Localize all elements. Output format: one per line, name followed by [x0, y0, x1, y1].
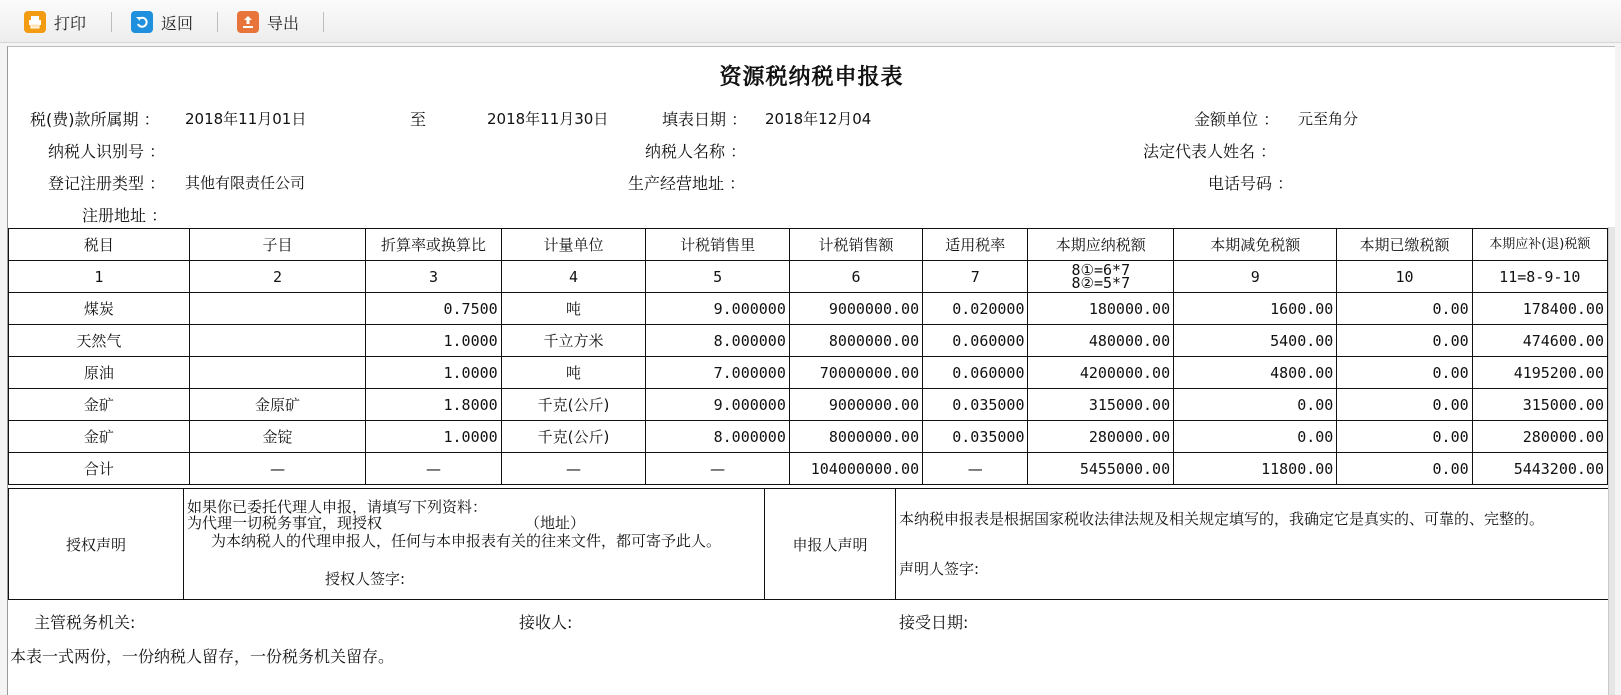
auth-line3: 为本纳税人的代理申报人，任何与本申报表有关的往来文件，都可寄予此人。 — [211, 532, 722, 550]
reg-type-label: 登记注册类型 ： — [48, 174, 166, 193]
reg-address-label: 注册地址 ： — [82, 206, 168, 225]
table-row — [9, 293, 1608, 325]
toolbar-divider — [111, 12, 112, 32]
total-cell: — — [189, 453, 366, 485]
table-cell: 天然气 — [9, 325, 190, 357]
total-cell: 合计 — [9, 453, 190, 485]
formula-line: 8②=5*7 — [1071, 273, 1131, 292]
table-cell: 8000000.00 — [789, 325, 922, 357]
taxpayer-name-label: 纳税人名称 ： — [645, 142, 747, 161]
table-cell: 280000.00 — [1472, 421, 1607, 453]
table-cell: 吨 — [501, 357, 646, 389]
table-cell: 金原矿 — [189, 389, 366, 421]
export-icon — [237, 11, 259, 33]
undo-icon — [131, 11, 153, 33]
table-cell: 0.00 — [1337, 293, 1472, 325]
table-cell: 1.0000 — [366, 357, 501, 389]
total-row — [9, 453, 1608, 485]
table-header-row — [9, 229, 1608, 261]
table-cell: 315000.00 — [1028, 389, 1174, 421]
table-cell: 9000000.00 — [789, 389, 922, 421]
number-cell: 7 — [923, 261, 1028, 293]
table-cell: 4195200.00 — [1472, 357, 1607, 389]
table-row — [9, 357, 1608, 389]
table-row — [9, 389, 1608, 421]
table-cell: 180000.00 — [1028, 293, 1174, 325]
table-cell: 吨 — [501, 293, 646, 325]
auth-title: 授权声明 — [9, 489, 184, 600]
number-cell: 3 — [366, 261, 501, 293]
toolbar-divider — [217, 12, 218, 32]
table-cell: 9000000.00 — [789, 293, 922, 325]
total-cell: — — [501, 453, 646, 485]
report-title: 资源税纳税申报表 — [719, 65, 904, 90]
table-cell: 315000.00 — [1472, 389, 1607, 421]
table-cell: 0.7500 — [366, 293, 501, 325]
number-cell: 1 — [9, 261, 190, 293]
copies-note: 本表一式两份，一份纳税人留存，一份税务机关留存。 — [10, 647, 395, 666]
table-cell: 0.00 — [1337, 325, 1472, 357]
legal-rep-label: 法定代表人姓名 ： — [1143, 142, 1277, 161]
table-cell: 0.00 — [1337, 389, 1472, 421]
formula-line: 8①=6*7 — [1071, 260, 1131, 279]
table-cell: 原油 — [9, 357, 190, 389]
period-to: 至 — [410, 110, 427, 129]
unit-label: 金额单位 ： — [1194, 110, 1280, 129]
export-label: 导出 — [267, 13, 300, 33]
table-row — [9, 421, 1608, 453]
total-cell: 0.00 — [1337, 453, 1472, 485]
header-cell: 折算率或换算比 — [366, 229, 501, 261]
table-cell: 4800.00 — [1174, 357, 1337, 389]
header-cell: 税目 — [9, 229, 190, 261]
receive-date-label: 接受日期: — [899, 613, 969, 632]
toolbar — [0, 0, 1621, 43]
table-cell: 千克(公斤) — [501, 389, 646, 421]
number-cell: 11=8-9-10 — [1472, 261, 1607, 293]
decl-sign: 声明人签字: — [899, 560, 980, 578]
table-cell: 1.8000 — [366, 389, 501, 421]
table-cell: 474600.00 — [1472, 325, 1607, 357]
number-cell: 2 — [189, 261, 366, 293]
declaration-table — [8, 488, 1609, 600]
total-cell: 104000000.00 — [789, 453, 922, 485]
total-cell: 5443200.00 — [1472, 453, 1607, 485]
number-cell: 9 — [1174, 261, 1337, 293]
number-cell: 5 — [646, 261, 790, 293]
header-cell: 计税销售里 — [646, 229, 790, 261]
tax-office-label: 主管税务机关: — [34, 613, 136, 632]
table-cell: 5400.00 — [1174, 325, 1337, 357]
table-cell: 8.000000 — [646, 325, 790, 357]
table-cell: 千立方米 — [501, 325, 646, 357]
header-cell: 计税销售额 — [789, 229, 922, 261]
table-cell: 280000.00 — [1028, 421, 1174, 453]
table-cell: 480000.00 — [1028, 325, 1174, 357]
table-cell — [189, 325, 366, 357]
header-cell: 本期减免税额 — [1174, 229, 1337, 261]
toolbar-divider — [323, 12, 324, 32]
table-cell: 1.0000 — [366, 325, 501, 357]
table-cell: 千克(公斤) — [501, 421, 646, 453]
auth-line1: 如果你已委托代理人申报，请填写下列资料： — [187, 498, 488, 516]
decl-text: 本纳税申报表是根据国家税收法律法规及相关规定填写的，我确定它是真实的、可靠的、完整的。 — [899, 510, 1545, 528]
number-cell: 6 — [789, 261, 922, 293]
table-cell: 178400.00 — [1472, 293, 1607, 325]
data-rows — [9, 293, 1608, 453]
table-number-row — [9, 261, 1608, 293]
total-cell: 11800.00 — [1174, 453, 1337, 485]
biz-address-label: 生产经营地址 ： — [628, 174, 746, 193]
total-cell: 5455000.00 — [1028, 453, 1174, 485]
header-cell: 计量单位 — [501, 229, 646, 261]
header-cell: 本期已缴税额 — [1337, 229, 1472, 261]
table-cell: 8000000.00 — [789, 421, 922, 453]
table-cell: 0.060000 — [923, 357, 1028, 389]
header-cell: 本期应补(退)税额 — [1472, 229, 1607, 261]
total-cell: — — [923, 453, 1028, 485]
table-cell: 0.00 — [1174, 421, 1337, 453]
table-cell: 0.035000 — [923, 421, 1028, 453]
back-label: 返回 — [161, 13, 194, 33]
table-cell: 金矿 — [9, 389, 190, 421]
total-cell: — — [646, 453, 790, 485]
table-cell — [189, 357, 366, 389]
auth-statement — [184, 489, 765, 600]
table-cell: 7.000000 — [646, 357, 790, 389]
taxpayer-id-label: 纳税人识别号 ： — [48, 142, 166, 161]
period-start: 2018年11月01日 — [185, 110, 307, 128]
fill-date-label: 填表日期 ： — [662, 110, 748, 129]
print-label: 打印 — [54, 13, 87, 33]
table-cell: 0.035000 — [923, 389, 1028, 421]
amount-unit: 元至角分 — [1298, 110, 1359, 128]
table-cell: 金锭 — [189, 421, 366, 453]
receiver-label: 接收人: — [519, 613, 573, 632]
phone-label: 电话号码 ： — [1208, 174, 1294, 193]
table-cell: 0.020000 — [923, 293, 1028, 325]
table-cell: 8.000000 — [646, 421, 790, 453]
table-cell: 0.00 — [1337, 357, 1472, 389]
table-cell: 0.00 — [1337, 421, 1472, 453]
header-cell: 本期应纳税额 — [1028, 229, 1174, 261]
table-cell: 金矿 — [9, 421, 190, 453]
number-cell: 10 — [1337, 261, 1472, 293]
table-cell: 煤炭 — [9, 293, 190, 325]
table-cell — [189, 293, 366, 325]
tax-table — [8, 228, 1608, 485]
reg-type-value: 其他有限责任公司 — [185, 174, 306, 192]
table-cell: 9.000000 — [646, 293, 790, 325]
table-cell: 70000000.00 — [789, 357, 922, 389]
back-button[interactable] — [131, 9, 193, 35]
number-cell: 4 — [501, 261, 646, 293]
table-row — [9, 325, 1608, 357]
total-cell: — — [366, 453, 501, 485]
table-cell: 1600.00 — [1174, 293, 1337, 325]
table-cell: 0.060000 — [923, 325, 1028, 357]
auth-sign: 授权人签字: — [325, 570, 406, 588]
table-cell: 1.0000 — [366, 421, 501, 453]
header-cell: 适用税率 — [923, 229, 1028, 261]
table-cell: 4200000.00 — [1028, 357, 1174, 389]
fill-date: 2018年12月04 — [765, 110, 872, 128]
auth-line2: 为代理一切税务事宜，现授权 — [187, 514, 383, 532]
print-button[interactable] — [24, 9, 86, 35]
period-end: 2018年11月30日 — [487, 110, 609, 128]
decl-statement — [896, 489, 1609, 600]
printer-icon — [24, 11, 46, 33]
table-cell: 0.00 — [1174, 389, 1337, 421]
scrollbar[interactable] — [1608, 227, 1615, 695]
number-cell-formula — [1028, 261, 1174, 293]
header-cell: 子目 — [189, 229, 366, 261]
report-paper — [7, 46, 1615, 695]
export-button[interactable] — [237, 9, 299, 35]
auth-address: （地址） — [525, 514, 586, 532]
decl-title: 申报人声明 — [765, 489, 896, 600]
period-label: 税(费)款所属期 ： — [30, 110, 160, 129]
table-cell: 9.000000 — [646, 389, 790, 421]
